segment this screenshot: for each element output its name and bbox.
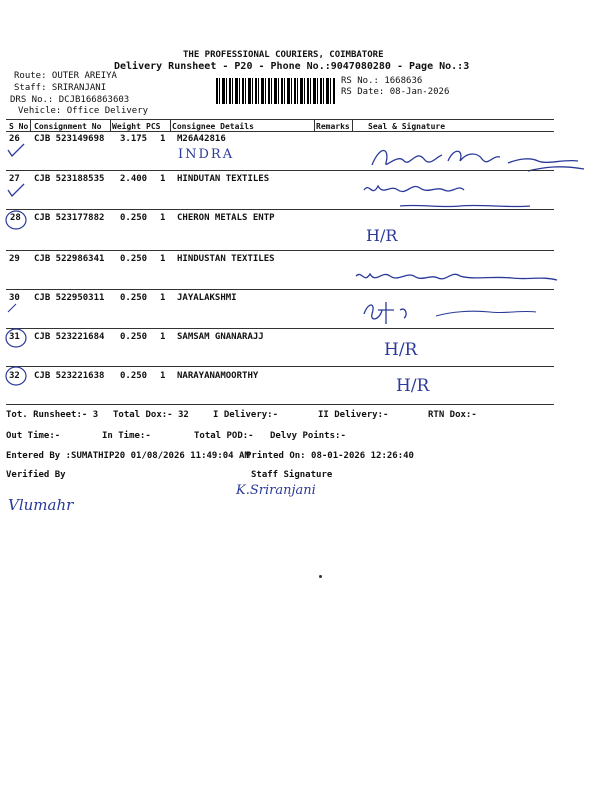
row-weight: 0.250	[120, 371, 148, 381]
signature-row-27	[360, 178, 565, 218]
col-remarks: Remarks	[316, 122, 350, 131]
route: Route: OUTER AREIYA	[14, 71, 117, 81]
company-name: THE PROFESSIONAL COURIERS, COIMBATORE	[183, 50, 384, 60]
table-bottom-rule	[6, 404, 554, 405]
rs-number: RS No.: 1668636	[341, 76, 423, 86]
row-consignee: HINDUSTAN TEXTILES	[177, 254, 275, 264]
col-consignment: Consignment No	[34, 122, 102, 131]
row-consignment-no: CJB 522950311	[34, 293, 105, 303]
table-top-rule	[6, 119, 554, 120]
circle-mark-icon	[6, 211, 26, 229]
handwritten-signature	[368, 143, 598, 177]
out-time: Out Time:-	[6, 431, 61, 441]
vehicle: Vehicle: Office Delivery	[18, 106, 149, 116]
row-sno: 31	[9, 332, 20, 342]
in-time: In Time:-	[102, 431, 151, 441]
row-sno: 27	[9, 174, 20, 184]
row-sno: 32	[9, 371, 20, 381]
stray-mark	[319, 575, 322, 578]
handwritten-signature	[360, 296, 540, 330]
row-handwritten-note: INDRA	[178, 147, 235, 162]
row-pcs: 1	[160, 332, 166, 342]
row-pcs: 1	[160, 213, 166, 223]
check-mark-icon	[8, 144, 24, 156]
row-weight: 3.175	[120, 134, 148, 144]
col-consignee: Consignee Details	[172, 122, 254, 131]
rtn-dox: RTN Dox:-	[428, 410, 477, 420]
circle-mark-icon	[6, 367, 26, 385]
row-pcs: 1	[160, 293, 166, 303]
row-sno: 28	[10, 213, 21, 223]
row-weight: 0.250	[120, 254, 148, 264]
row-consignment-no: CJB 523177882	[34, 213, 105, 223]
row-sno: 26	[9, 134, 20, 144]
row-divider	[6, 250, 554, 251]
row-divider	[6, 366, 554, 367]
row-consignee: CHERON METALS ENTP	[177, 213, 275, 223]
row-consignment-no: CJB 523221684	[34, 332, 105, 342]
runsheet-title: Delivery Runsheet - P20 - Phone No.:9047080280 - Page No.:3	[114, 61, 470, 72]
row-consignee: NARAYANAMOORTHY	[177, 371, 259, 381]
total-dox-label: Total Dox:-	[113, 410, 173, 420]
entered-by: Entered By :SUMATHIP20 01/08/2026 11:49:04 AM	[6, 451, 250, 461]
signature-row-31: H/R	[384, 340, 418, 360]
total-dox-value: 32	[178, 410, 189, 420]
row-weight: 0.250	[120, 213, 148, 223]
row-consignee: JAYALAKSHMI	[177, 293, 237, 303]
row-consignee: HINDUTAN TEXTILES	[177, 174, 270, 184]
row-sno: 30	[9, 293, 20, 303]
staff-signature: K.Sriranjani	[236, 483, 316, 498]
i-delivery: I Delivery:-	[213, 410, 279, 420]
row-weight: 0.250	[120, 293, 148, 303]
barcode	[216, 78, 336, 104]
row-consignment-no: CJB 522986341	[34, 254, 105, 264]
row-divider	[6, 170, 554, 171]
staff-signature-label: Staff Signature	[251, 470, 333, 480]
rs-date: RS Date: 08-Jan-2026	[341, 87, 450, 97]
check-mark-icon	[8, 184, 24, 196]
ii-delivery: II Delivery:-	[318, 410, 389, 420]
verifier-signature: Vlumahr	[8, 496, 74, 514]
col-weight: Weight	[112, 122, 141, 131]
delvy-points: Delvy Points:-	[270, 431, 346, 441]
row-weight: 2.400	[120, 174, 148, 184]
staff: Staff: SRIRANJANI	[14, 83, 107, 93]
table-header-rule	[6, 131, 554, 132]
handwritten-marks	[2, 132, 36, 402]
row-consignment-no: CJB 523188535	[34, 174, 105, 184]
row-divider	[6, 328, 554, 329]
drs-number: DRS No.: DCJB166863603	[10, 95, 130, 105]
col-seal-signature: Seal & Signature	[368, 122, 446, 131]
slash-mark-icon	[8, 304, 16, 312]
row-weight: 0.250	[120, 332, 148, 342]
row-divider	[6, 289, 554, 290]
signature-row-32: H/R	[396, 376, 430, 396]
row-divider	[6, 209, 554, 210]
verified-by-label: Verified By	[6, 470, 66, 480]
signature-row-26	[368, 143, 600, 181]
row-sno: 29	[9, 254, 20, 264]
row-pcs: 1	[160, 174, 166, 184]
row-consignee: M26A42816	[177, 134, 226, 144]
signature-row-28: H/R	[366, 226, 398, 245]
total-pod: Total POD:-	[194, 431, 254, 441]
col-pcs: PCS	[146, 122, 161, 131]
row-consignment-no: CJB 523221638	[34, 371, 105, 381]
circle-mark-icon	[6, 329, 26, 347]
row-pcs: 1	[160, 371, 166, 381]
row-pcs: 1	[160, 254, 166, 264]
col-sno: S No	[9, 122, 29, 131]
signature-row-29	[352, 266, 567, 296]
row-consignment-no: CJB 523149698	[34, 134, 105, 144]
row-pcs: 1	[160, 134, 166, 144]
total-runsheet: Tot. Runsheet:- 3	[6, 410, 99, 420]
row-consignee: SAMSAM GNANARAJJ	[177, 332, 264, 342]
printed-on: Printed On: 08-01-2026 12:26:40	[246, 451, 414, 461]
